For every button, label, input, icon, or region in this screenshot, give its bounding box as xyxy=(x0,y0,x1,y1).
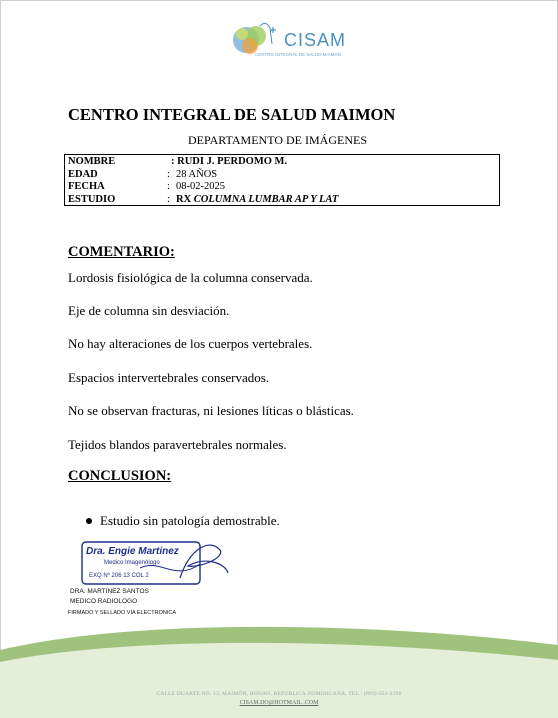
age-colon: : xyxy=(167,168,170,180)
comment-line: No hay alteraciones de los cuerpos vertebrales. xyxy=(68,336,313,351)
date-label: FECHA xyxy=(68,181,105,192)
patient-info-box xyxy=(64,154,500,206)
logo-name: CISAM xyxy=(284,30,347,50)
age-value: 28 AÑOS xyxy=(176,168,218,180)
stamp-name: Dra. Engie Martinez xyxy=(86,546,179,557)
document-title: CENTRO INTEGRAL DE SALUD MAIMON xyxy=(68,105,396,124)
study-colon: : xyxy=(167,193,170,205)
study-value xyxy=(176,193,338,206)
doctor-role: MEDICO RADIOLOGO xyxy=(70,598,138,605)
comment-line: Lordosis fisiológica de la columna conservada. xyxy=(68,270,313,285)
conclusion-heading: CONCLUSION: xyxy=(68,468,172,484)
study-label: ESTUDIO xyxy=(68,193,116,205)
study-name: COLUMNA LUMBAR AP Y LAT xyxy=(193,193,339,205)
doctor-name: DRA. MARTINEZ SANTOS xyxy=(70,588,149,595)
name-value: : RUDI J. PERDOMO M. xyxy=(171,156,288,167)
footer-email[interactable]: CISAM.DO@HOTMAIL .COM xyxy=(239,700,319,706)
stamp-exequatur: EXQ Nº 206 13 COL 2 xyxy=(89,573,149,579)
comment-line: Tejidos blandos paravertebrales normales. xyxy=(68,437,287,452)
footer-address: CALLE DUARTE NO. 13, MAIMÓN, BONAO, REPUBLICA DOMINICANA, TEL.: (809)-551-2196 xyxy=(156,691,402,697)
study-prefix: RX xyxy=(176,193,192,205)
conclusion-item: Estudio sin patología demostrable. xyxy=(100,513,280,528)
comment-heading: COMENTARIO: xyxy=(68,244,175,260)
comment-line: Espacios intervertebrales conservados. xyxy=(68,370,270,385)
signature-note: FIRMADO Y SELLADO VIA ELECTRONICA xyxy=(68,610,176,616)
department-label: DEPARTAMENTO DE IMÁGENES xyxy=(188,133,367,147)
age-label: EDAD xyxy=(68,168,98,180)
name-label: NOMBRE xyxy=(68,156,116,167)
date-value: 08-02-2025 xyxy=(176,181,225,192)
stamp-title: Medico Imagenólogo xyxy=(104,560,160,566)
date-colon: : xyxy=(167,181,170,192)
comment-line: Eje de columna sin desviación. xyxy=(68,303,230,318)
bullet-icon xyxy=(86,518,92,524)
logo-tagline: CENTRO INTEGRAL DE SALUD MAIMON xyxy=(255,52,342,57)
comment-line: No se observan fracturas, ni lesiones líticas o blásticas. xyxy=(68,403,354,418)
